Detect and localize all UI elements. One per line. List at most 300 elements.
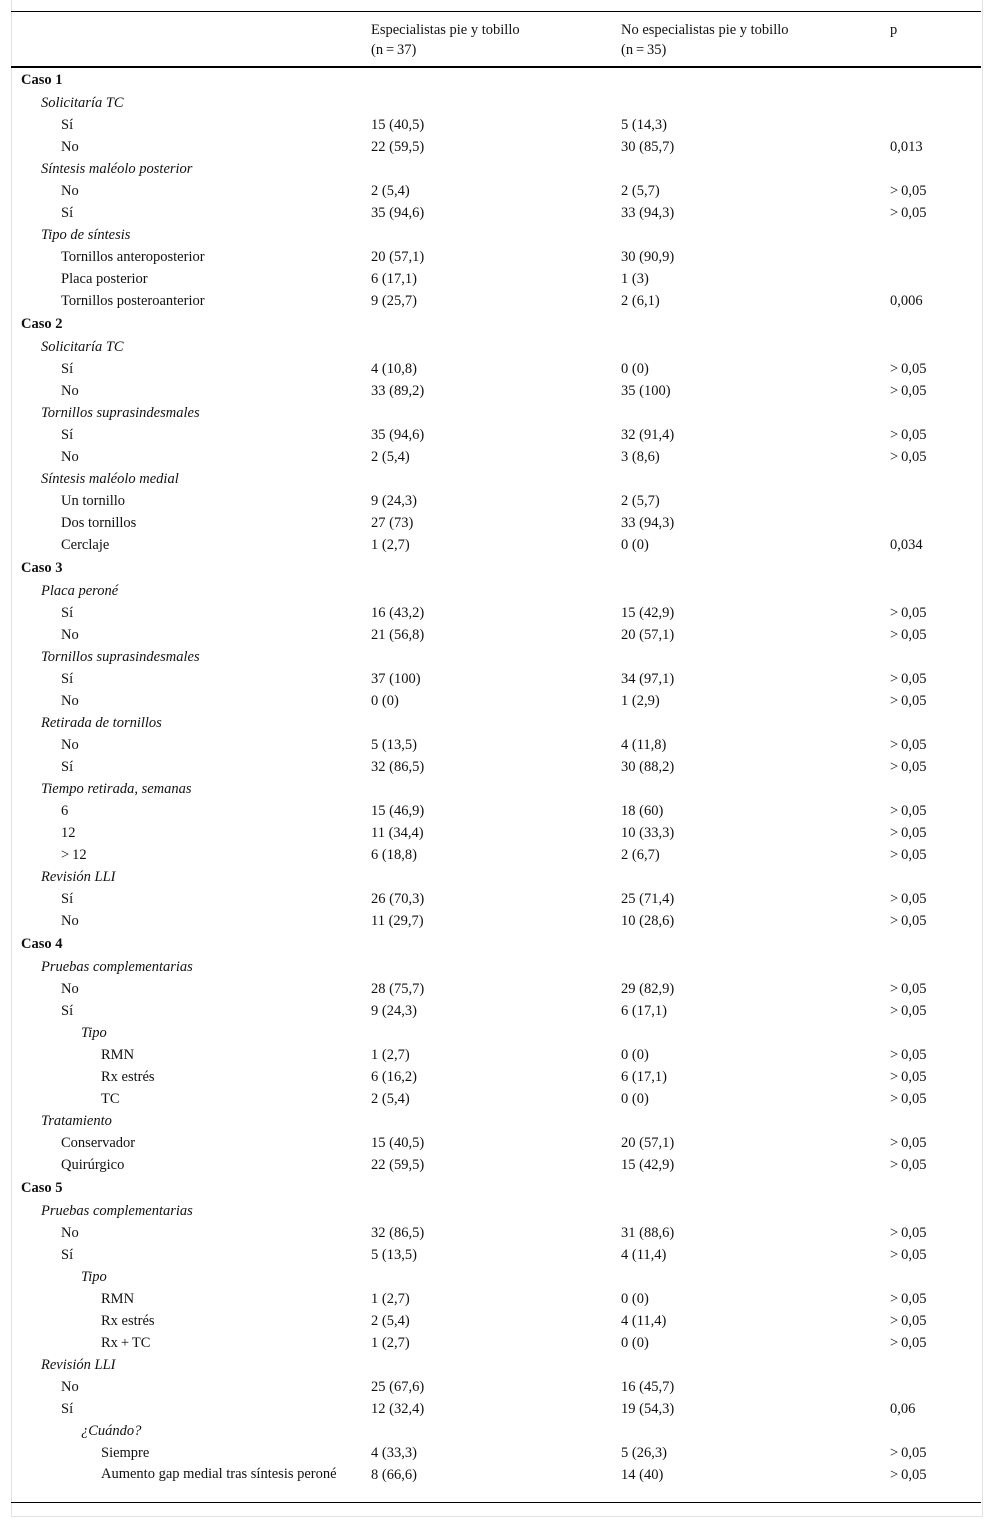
- row-label: Dos tornillos: [61, 515, 137, 531]
- specialists-value: 25 (67,6): [371, 1379, 425, 1395]
- non-specialists-value: [611, 67, 880, 92]
- specialists-value: 35 (94,6): [371, 427, 425, 443]
- p-value: > 0,05: [890, 1091, 927, 1107]
- specialists-value: 21 (56,8): [371, 627, 425, 643]
- specialists-value: 35 (94,6): [371, 205, 425, 221]
- non-specialists-value: [611, 224, 880, 246]
- group-heading-row: [11, 646, 981, 668]
- row-label: No: [61, 383, 79, 399]
- row-label: Siempre: [101, 1445, 150, 1461]
- non-specialists-value: [611, 312, 880, 336]
- table-row: [11, 978, 981, 1000]
- row-label: No: [61, 183, 79, 199]
- p-value: > 0,05: [890, 1047, 927, 1063]
- row-label: Caso 2: [21, 316, 63, 332]
- specialists-value: 5 (13,5): [371, 737, 417, 753]
- row-label: No: [61, 981, 79, 997]
- non-specialists-value: 33 (94,3): [621, 205, 675, 221]
- row-label: Placa peroné: [41, 583, 119, 599]
- table-row: [11, 1088, 981, 1110]
- non-specialists-value: 34 (97,1): [621, 671, 675, 687]
- case-heading-row: [11, 67, 981, 92]
- row-label: Tiempo retirada, semanas: [41, 781, 192, 797]
- non-specialists-value: 0 (0): [621, 537, 649, 553]
- group-heading-row: [11, 712, 981, 734]
- row-label: No: [61, 737, 79, 753]
- p-value: [880, 932, 981, 956]
- specialists-value: 9 (24,3): [371, 493, 417, 509]
- p-value: > 0,05: [890, 627, 927, 643]
- row-label: Caso 3: [21, 560, 63, 576]
- specialists-value: [361, 402, 611, 424]
- results-table: [11, 11, 981, 1503]
- p-value: > 0,05: [890, 759, 927, 775]
- p-value: > 0,05: [890, 737, 927, 753]
- specialists-value: [361, 1176, 611, 1200]
- p-value: > 0,05: [890, 1157, 927, 1173]
- specialists-value: 11 (29,7): [371, 913, 424, 929]
- specialists-value: 16 (43,2): [371, 605, 425, 621]
- p-value: > 0,05: [890, 847, 927, 863]
- non-specialists-value: 33 (94,3): [621, 515, 675, 531]
- row-label: Cerclaje: [61, 537, 110, 553]
- header-specialists: [361, 12, 611, 68]
- non-specialists-value: 6 (17,1): [621, 1069, 667, 1085]
- p-value: [880, 246, 981, 268]
- table-row: [11, 1044, 981, 1066]
- table-row: [11, 1332, 981, 1354]
- specialists-value: 6 (18,8): [371, 847, 417, 863]
- table-row: [11, 1376, 981, 1398]
- non-specialists-value: 30 (88,2): [621, 759, 675, 775]
- specialists-value: 2 (5,4): [371, 183, 410, 199]
- group-heading-row: [11, 1354, 981, 1376]
- header-non-specialists-n: (n = 35): [621, 42, 667, 58]
- specialists-value: 27 (73): [371, 515, 414, 531]
- p-value: > 0,05: [890, 449, 927, 465]
- table-row: [11, 822, 981, 844]
- non-specialists-value: 3 (8,6): [621, 449, 660, 465]
- row-label: Tipo: [81, 1025, 107, 1041]
- specialists-value: 2 (5,4): [371, 449, 410, 465]
- p-value: > 0,05: [890, 1225, 927, 1241]
- non-specialists-value: 15 (42,9): [621, 605, 675, 621]
- p-value: [880, 490, 981, 512]
- non-specialists-value: [611, 336, 880, 358]
- non-specialists-value: 15 (42,9): [621, 1157, 675, 1173]
- group-heading-row: [11, 580, 981, 602]
- p-value: [880, 1022, 981, 1044]
- specialists-value: 33 (89,2): [371, 383, 425, 399]
- non-specialists-value: 30 (85,7): [621, 139, 675, 155]
- group-heading-row: [11, 468, 981, 490]
- row-label: 6: [61, 803, 69, 819]
- row-label: Tornillos suprasindesmales: [41, 405, 200, 421]
- non-specialists-value: 31 (88,6): [621, 1225, 675, 1241]
- p-value: [880, 866, 981, 888]
- specialists-value: 20 (57,1): [371, 249, 425, 265]
- p-value: [880, 336, 981, 358]
- p-value: > 0,05: [890, 981, 927, 997]
- non-specialists-value: [611, 1176, 880, 1200]
- table-row: [11, 424, 981, 446]
- p-value: 0,006: [890, 293, 923, 309]
- p-value: > 0,05: [890, 183, 927, 199]
- non-specialists-value: 4 (11,4): [621, 1313, 667, 1329]
- non-specialists-value: 10 (28,6): [621, 913, 675, 929]
- header-row: [11, 12, 981, 68]
- p-value: > 0,05: [890, 361, 927, 377]
- non-specialists-value: [611, 1354, 880, 1376]
- non-specialists-value: 1 (2,9): [621, 693, 660, 709]
- specialists-value: [361, 932, 611, 956]
- row-label: No: [61, 1225, 79, 1241]
- case-heading-row: [11, 1176, 981, 1200]
- p-value: [880, 312, 981, 336]
- specialists-value: [361, 67, 611, 92]
- row-label: Solicitaría TC: [41, 339, 124, 355]
- table-body: [11, 67, 981, 1503]
- row-label: Sí: [61, 1247, 74, 1263]
- group-heading-row: [11, 1110, 981, 1132]
- p-value: 0,06: [890, 1401, 916, 1417]
- row-label: Sí: [61, 891, 74, 907]
- table-row: [11, 136, 981, 158]
- row-label: > 12: [61, 847, 87, 863]
- p-value: > 0,05: [890, 1467, 927, 1483]
- row-label: Caso 1: [21, 72, 63, 88]
- row-label: Tipo de síntesis: [41, 227, 131, 243]
- non-specialists-value: [611, 580, 880, 602]
- table-row: [11, 180, 981, 202]
- table-row: [11, 290, 981, 312]
- specialists-value: 6 (17,1): [371, 271, 417, 287]
- row-label: Síntesis maléolo medial: [41, 471, 179, 487]
- group-heading-row: [11, 778, 981, 800]
- specialists-value: 1 (2,7): [371, 1047, 410, 1063]
- case-heading-row: [11, 312, 981, 336]
- p-value: > 0,05: [890, 825, 927, 841]
- non-specialists-value: [611, 1110, 880, 1132]
- p-value: [880, 1354, 981, 1376]
- p-value: [880, 956, 981, 978]
- specialists-value: [361, 158, 611, 180]
- table-row: [11, 512, 981, 534]
- specialists-value: 37 (100): [371, 671, 421, 687]
- row-label: Sí: [61, 427, 74, 443]
- specialists-value: 6 (16,2): [371, 1069, 417, 1085]
- table-row: [11, 246, 981, 268]
- p-value: [880, 512, 981, 534]
- row-label: Síntesis maléolo posterior: [41, 161, 193, 177]
- p-value: [880, 1176, 981, 1200]
- specialists-value: 32 (86,5): [371, 759, 425, 775]
- row-label: Rx estrés: [101, 1313, 155, 1329]
- p-value: 0,013: [890, 139, 923, 155]
- row-label: RMN: [101, 1291, 135, 1307]
- table-row: [11, 1442, 981, 1464]
- non-specialists-value: [611, 556, 880, 580]
- table-row: [11, 1132, 981, 1154]
- table-row: [11, 888, 981, 910]
- p-value: > 0,05: [890, 427, 927, 443]
- specialists-value: 8 (66,6): [371, 1467, 417, 1483]
- table-row: [11, 1398, 981, 1420]
- table-row: [11, 202, 981, 224]
- p-value: > 0,05: [890, 671, 927, 687]
- specialists-value: 32 (86,5): [371, 1225, 425, 1241]
- p-value: [880, 778, 981, 800]
- specialists-value: 28 (75,7): [371, 981, 425, 997]
- non-specialists-value: [611, 1200, 880, 1222]
- specialists-value: [361, 224, 611, 246]
- group-heading-row: [11, 158, 981, 180]
- row-label: RMN: [101, 1047, 135, 1063]
- row-label: Aumento gap medial tras síntesis peroné: [101, 1466, 337, 1482]
- non-specialists-value: [611, 932, 880, 956]
- specialists-value: [361, 866, 611, 888]
- case-heading-row: [11, 556, 981, 580]
- specialists-value: [361, 580, 611, 602]
- non-specialists-value: [611, 1266, 880, 1288]
- non-specialists-value: 16 (45,7): [621, 1379, 675, 1395]
- group-heading-row: [11, 402, 981, 424]
- row-label: Retirada de tornillos: [41, 715, 162, 731]
- p-value: > 0,05: [890, 803, 927, 819]
- row-label: Un tornillo: [61, 493, 126, 509]
- p-value: > 0,05: [890, 383, 927, 399]
- row-label: No: [61, 693, 79, 709]
- non-specialists-value: 35 (100): [621, 383, 671, 399]
- specialists-value: [361, 1420, 611, 1442]
- header-category: [11, 12, 361, 68]
- specialists-value: 22 (59,5): [371, 1157, 425, 1173]
- table-row: [11, 534, 981, 556]
- p-value: > 0,05: [890, 1069, 927, 1085]
- row-label: No: [61, 913, 79, 929]
- non-specialists-value: 2 (6,1): [621, 293, 660, 309]
- group-heading-row: [11, 92, 981, 114]
- p-value: [880, 92, 981, 114]
- table-row: [11, 602, 981, 624]
- row-label: Tornillos anteroposterior: [61, 249, 205, 265]
- table-row: [11, 268, 981, 290]
- table-row: [11, 1464, 981, 1503]
- specialists-value: [361, 312, 611, 336]
- specialists-value: 15 (46,9): [371, 803, 425, 819]
- non-specialists-value: 5 (14,3): [621, 117, 667, 133]
- row-label: Tratamiento: [41, 1113, 112, 1129]
- specialists-value: [361, 1354, 611, 1376]
- table-row: [11, 668, 981, 690]
- p-value: [880, 1376, 981, 1398]
- non-specialists-value: 0 (0): [621, 1047, 649, 1063]
- table-row: [11, 1154, 981, 1176]
- specialists-value: 11 (34,4): [371, 825, 424, 841]
- group-heading-row: [11, 866, 981, 888]
- specialists-value: [361, 92, 611, 114]
- non-specialists-value: 1 (3): [621, 271, 649, 287]
- non-specialists-value: 32 (91,4): [621, 427, 675, 443]
- table-row: [11, 1244, 981, 1266]
- specialists-value: 15 (40,5): [371, 117, 425, 133]
- specialists-value: [361, 956, 611, 978]
- p-value: [880, 1110, 981, 1132]
- non-specialists-value: 29 (82,9): [621, 981, 675, 997]
- specialists-value: [361, 646, 611, 668]
- p-value: [880, 114, 981, 136]
- row-label: Sí: [61, 1003, 74, 1019]
- row-label: Sí: [61, 205, 74, 221]
- specialists-value: 12 (32,4): [371, 1401, 425, 1417]
- p-value: [880, 67, 981, 92]
- specialists-value: 9 (25,7): [371, 293, 417, 309]
- header-specialists-label: Especialistas pie y tobillo: [371, 22, 520, 38]
- non-specialists-value: 18 (60): [621, 803, 664, 819]
- non-specialists-value: [611, 712, 880, 734]
- table-row: [11, 1000, 981, 1022]
- row-label: Sí: [61, 1401, 74, 1417]
- row-label: TC: [101, 1091, 120, 1107]
- table-row: [11, 114, 981, 136]
- specialists-value: [361, 336, 611, 358]
- non-specialists-value: 19 (54,3): [621, 1401, 675, 1417]
- group-heading-row: [11, 1266, 981, 1288]
- row-label: Sí: [61, 361, 74, 377]
- specialists-value: [361, 1110, 611, 1132]
- p-value: > 0,05: [890, 1335, 927, 1351]
- group-heading-row: [11, 956, 981, 978]
- non-specialists-value: [611, 956, 880, 978]
- row-label: Pruebas complementarias: [41, 1203, 193, 1219]
- table-row: [11, 1222, 981, 1244]
- p-value: [880, 646, 981, 668]
- row-label: No: [61, 627, 79, 643]
- non-specialists-value: [611, 468, 880, 490]
- row-label: Rx + TC: [101, 1335, 151, 1351]
- row-label: No: [61, 139, 79, 155]
- p-value: [880, 1420, 981, 1442]
- row-label: 12: [61, 825, 76, 841]
- table-row: [11, 844, 981, 866]
- p-value: [880, 224, 981, 246]
- table-row: [11, 490, 981, 512]
- specialists-value: 9 (24,3): [371, 1003, 417, 1019]
- row-label: Sí: [61, 117, 74, 133]
- table-row: [11, 910, 981, 932]
- specialists-value: 4 (10,8): [371, 361, 417, 377]
- non-specialists-value: [611, 866, 880, 888]
- non-specialists-value: 0 (0): [621, 1091, 649, 1107]
- table-row: [11, 1066, 981, 1088]
- non-specialists-value: 6 (17,1): [621, 1003, 667, 1019]
- p-value: [880, 268, 981, 290]
- row-label: ¿Cuándo?: [81, 1423, 142, 1439]
- non-specialists-value: 20 (57,1): [621, 627, 675, 643]
- non-specialists-value: 5 (26,3): [621, 1445, 667, 1461]
- non-specialists-value: [611, 1420, 880, 1442]
- row-label: Caso 4: [21, 936, 63, 952]
- group-heading-row: [11, 336, 981, 358]
- specialists-value: 0 (0): [371, 693, 399, 709]
- specialists-value: 1 (2,7): [371, 1291, 410, 1307]
- p-value: [880, 1200, 981, 1222]
- p-value: > 0,05: [890, 205, 927, 221]
- non-specialists-value: [611, 92, 880, 114]
- specialists-value: [361, 712, 611, 734]
- table-row: [11, 1310, 981, 1332]
- p-value: > 0,05: [890, 605, 927, 621]
- p-value: [880, 1266, 981, 1288]
- non-specialists-value: 2 (5,7): [621, 183, 660, 199]
- specialists-value: 4 (33,3): [371, 1445, 417, 1461]
- non-specialists-value: [611, 646, 880, 668]
- row-label: Tornillos posteroanterior: [61, 293, 205, 309]
- p-value: > 0,05: [890, 1003, 927, 1019]
- p-value: > 0,05: [890, 913, 927, 929]
- table-row: [11, 358, 981, 380]
- non-specialists-value: [611, 1022, 880, 1044]
- header-p-value: p: [890, 22, 898, 38]
- header-specialists-n: (n = 37): [371, 42, 417, 58]
- row-label: No: [61, 1379, 79, 1395]
- row-label: Revisión LLI: [41, 869, 116, 885]
- row-label: Tipo: [81, 1269, 107, 1285]
- non-specialists-value: 25 (71,4): [621, 891, 675, 907]
- specialists-value: [361, 778, 611, 800]
- specialists-value: 22 (59,5): [371, 139, 425, 155]
- specialists-value: 1 (2,7): [371, 537, 410, 553]
- non-specialists-value: 0 (0): [621, 1335, 649, 1351]
- specialists-value: [361, 1200, 611, 1222]
- specialists-value: 2 (5,4): [371, 1313, 410, 1329]
- p-value: > 0,05: [890, 891, 927, 907]
- p-value: [880, 402, 981, 424]
- specialists-value: [361, 556, 611, 580]
- specialists-value: 5 (13,5): [371, 1247, 417, 1263]
- non-specialists-value: 10 (33,3): [621, 825, 675, 841]
- p-value: > 0,05: [890, 1313, 927, 1329]
- case-heading-row: [11, 932, 981, 956]
- row-label: Pruebas complementarias: [41, 959, 193, 975]
- non-specialists-value: 30 (90,9): [621, 249, 675, 265]
- group-heading-row: [11, 1420, 981, 1442]
- non-specialists-value: 14 (40): [621, 1467, 664, 1483]
- header-non-specialists: [611, 12, 880, 68]
- row-label: Conservador: [61, 1135, 136, 1151]
- table-row: [11, 734, 981, 756]
- non-specialists-value: 4 (11,8): [621, 737, 667, 753]
- non-specialists-value: 2 (5,7): [621, 493, 660, 509]
- row-label: Solicitaría TC: [41, 95, 124, 111]
- p-value: [880, 158, 981, 180]
- row-label: Sí: [61, 605, 74, 621]
- row-label: Caso 5: [21, 1180, 63, 1196]
- non-specialists-value: 4 (11,4): [621, 1247, 667, 1263]
- non-specialists-value: 20 (57,1): [621, 1135, 675, 1151]
- table-row: [11, 624, 981, 646]
- header-non-specialists-label: No especialistas pie y tobillo: [621, 22, 789, 38]
- non-specialists-value: 2 (6,7): [621, 847, 660, 863]
- row-label: Revisión LLI: [41, 1357, 116, 1373]
- non-specialists-value: [611, 158, 880, 180]
- specialists-value: [361, 468, 611, 490]
- row-label: Sí: [61, 759, 74, 775]
- row-label: Rx estrés: [101, 1069, 155, 1085]
- row-label: No: [61, 449, 79, 465]
- row-label: Quirúrgico: [61, 1157, 125, 1173]
- table-row: [11, 446, 981, 468]
